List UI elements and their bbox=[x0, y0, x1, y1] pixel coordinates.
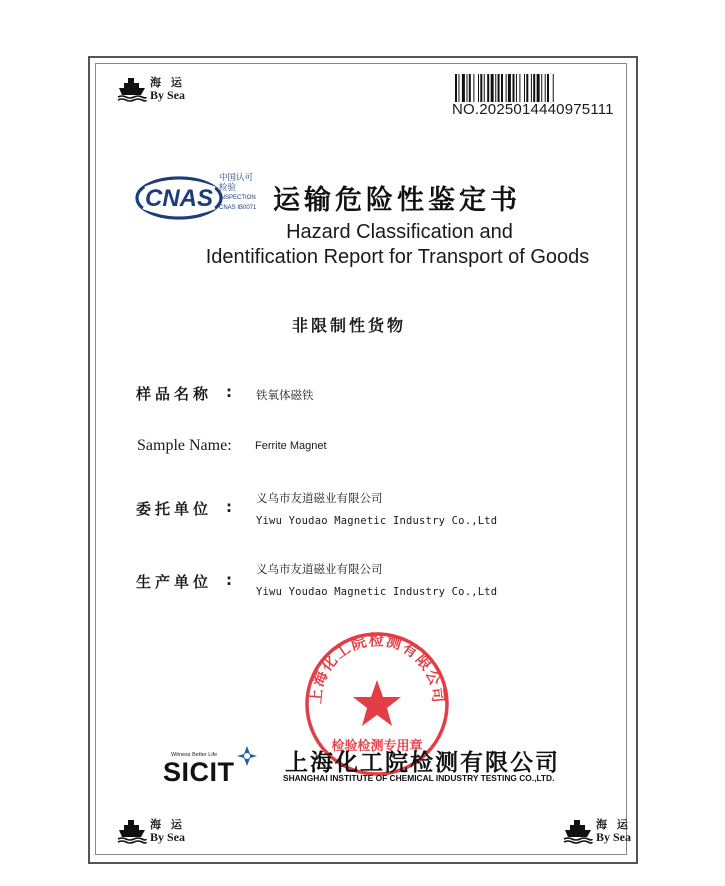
sicit-tagline: Witness Better Life bbox=[171, 752, 218, 758]
seal-bottom-text: 检验检测专用章 bbox=[331, 739, 423, 754]
cnas-code: CNAS IB0071 bbox=[219, 205, 257, 211]
client-cn: 义乌市友道磁业有限公司 bbox=[256, 491, 383, 505]
client-en: Yiwu Youdao Magnetic Industry Co.,Ltd bbox=[256, 515, 498, 527]
by-sea-cn: 海 运 bbox=[150, 818, 185, 831]
title-en-line2: Identification Report for Transport of Goods bbox=[205, 246, 590, 268]
cnas-inspection: INSPECTION bbox=[219, 195, 256, 201]
by-sea-en: By Sea bbox=[596, 830, 632, 844]
manufacturer-en: Yiwu Youdao Magnetic Industry Co.,Ltd bbox=[256, 586, 498, 598]
cnas-cn2: 检验 bbox=[219, 183, 237, 193]
issuer-name-cn: 上海化工院检测有限公司 bbox=[285, 750, 560, 776]
colon: : bbox=[226, 498, 232, 516]
cnas-cn: 中国认可 bbox=[219, 173, 254, 183]
report-number: NO.2025014440975111 bbox=[452, 101, 614, 118]
ship-icon bbox=[563, 818, 593, 844]
manufacturer-label: 生产单位 bbox=[136, 573, 213, 591]
by-sea-en: By Sea bbox=[150, 830, 186, 844]
client-label: 委托单位 bbox=[136, 500, 213, 518]
seal-outer-text: 上海化工院检测有限公司 bbox=[306, 631, 448, 705]
sicit-logo-text: SICIT bbox=[163, 757, 235, 787]
title-cn: 运输危险性鉴定书 bbox=[273, 185, 521, 216]
sample-name-cn-label: 样品名称 bbox=[136, 385, 213, 403]
colon: : bbox=[226, 571, 232, 589]
by-sea-badge-bottom-left bbox=[117, 818, 185, 844]
by-sea-cn: 海 运 bbox=[596, 818, 631, 831]
title-en-line1: Hazard Classification and bbox=[286, 221, 513, 243]
ship-icon bbox=[117, 76, 147, 102]
goods-category: 非限制性货物 bbox=[292, 316, 407, 335]
star-icon bbox=[353, 680, 401, 726]
by-sea-cn: 海 运 bbox=[150, 76, 185, 89]
sample-name-cn-value: 铁氧体磁铁 bbox=[256, 388, 314, 402]
colon: : bbox=[226, 383, 232, 401]
by-sea-en: By Sea bbox=[150, 88, 186, 102]
barcode bbox=[455, 74, 613, 102]
cnas-emblem bbox=[135, 176, 223, 220]
sample-name-en-value: Ferrite Magnet bbox=[255, 440, 327, 452]
issuer-name-en: SHANGHAI INSTITUTE OF CHEMICAL INDUSTRY TESTING CO.,LTD. bbox=[283, 773, 555, 783]
by-sea-badge-top bbox=[117, 76, 185, 102]
manufacturer-cn: 义乌市友道磁业有限公司 bbox=[256, 562, 383, 576]
sample-name-en-label: Sample Name: bbox=[137, 437, 232, 454]
by-sea-badge-bottom-right bbox=[563, 818, 631, 844]
cnas-logo bbox=[135, 173, 275, 224]
ship-icon bbox=[117, 818, 147, 844]
cnas-logo-text: CNAS bbox=[144, 185, 214, 212]
